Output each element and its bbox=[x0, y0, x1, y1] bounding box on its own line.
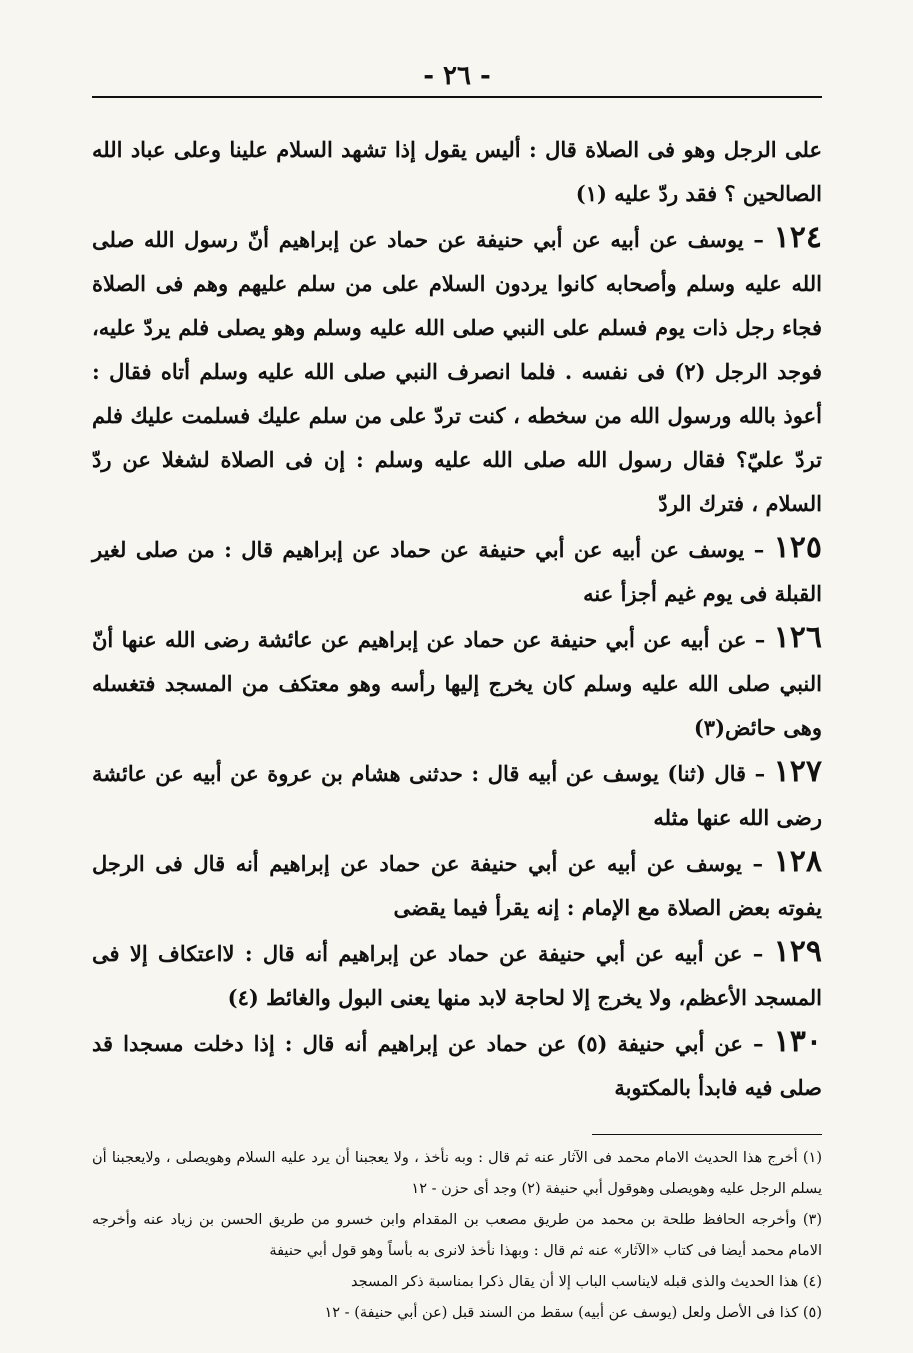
continuation-paragraph: على الرجل وهو فى الصلاة قال : أليس يقول إذا تشهد السلام علينا وعلى عباد الله الصالحين ؟ فقد ردّ عليه (١) bbox=[92, 137, 822, 206]
header-rule bbox=[92, 96, 822, 98]
hadith-125 bbox=[92, 526, 822, 616]
page-number: - ٢٦ - bbox=[423, 61, 491, 91]
hadith-text: – عن أبي حنيفة (٥) عن حماد عن إبراهيم أنه قال : إذا دخلت مسجدا قد صلى فيه فابدأ بالمكتوبة bbox=[92, 1031, 822, 1100]
hadith-number: ١٢٥ bbox=[773, 530, 822, 565]
hadith-number: ١٢٦ bbox=[773, 620, 822, 655]
hadith-text: – يوسف عن أبيه عن أبي حنيفة عن حماد عن إبراهيم أنّ رسول الله صلى الله عليه وسلم وأصحابه كانوا يردون السلام على من سلم عليهم وهم فى الصلاة فجاء رجل ذات يوم فسلم على النبي صلى الله عليه وسلم وهو يصلى فلم يردّ عليه، فوجد الرجل (٢) فى نفسه . فلما انصرف النبي صلى الله عليه وسلم أتاه فقال : أعوذ بالله ورسول الله من سخطه ، كنت تردّ على من سلم عليك فسلمت عليك فلم تردّ عليّ؟ فقال رسول الله صلى الله عليه وسلم : إن فى الصلاة لشغلا عن ردّ السلام ، فترك الردّ bbox=[92, 227, 823, 516]
footnote-1: (١) أخرج هذا الحديث الامام محمد فى الآثار عنه ثم قال : وبه نأخذ ، ولا يعجبنا أن يرد عليه السلام وهويصلى ، ولايعجبنا أن يسلم الرجل عليه وهويصلى وهوقول أبي حنيفة (٢) وجد أى حزن - ١٢ bbox=[92, 1150, 822, 1197]
footnote-rule bbox=[592, 1134, 822, 1135]
footnote-5: (٥) كذا فى الأصل ولعل (يوسف عن أبيه) سقط من السند قبل (عن أبي حنيفة) - ١٢ bbox=[324, 1305, 822, 1321]
hadith-text: – عن أبيه عن أبي حنيفة عن حماد عن إبراهيم أنه قال : لااعتكاف إلا فى المسجد الأعظم، ولا يخرج إلا لحاجة لابد منها يعنى البول والغائط (٤) bbox=[92, 941, 822, 1010]
hadith-text: – قال (ثنا) يوسف عن أبيه قال : حدثنى هشام بن عروة عن أبيه عن عائشة رضى الله عنها مثله bbox=[92, 761, 822, 830]
hadith-128 bbox=[92, 840, 822, 930]
document-page bbox=[92, 60, 822, 1329]
footnotes bbox=[92, 1143, 822, 1329]
hadith-number: ١٢٨ bbox=[773, 844, 822, 879]
main-text bbox=[92, 128, 822, 1110]
hadith-number: ١٣٠ bbox=[773, 1024, 822, 1059]
hadith-text: – يوسف عن أبيه عن أبي حنيفة عن حماد عن إبراهيم أنه قال فى الرجل يفوته بعض الصلاة مع الإمام : إنه يقرأ فيما يقضى bbox=[92, 851, 822, 920]
hadith-number: ١٢٤ bbox=[773, 220, 822, 255]
hadith-124 bbox=[92, 216, 822, 526]
footnote-4: (٤) هذا الحديث والذى قبله لايناسب الباب إلا أن يقال ذكرا بمناسبة ذكر المسجد bbox=[351, 1274, 822, 1290]
hadith-129 bbox=[92, 930, 822, 1020]
hadith-127 bbox=[92, 750, 822, 840]
hadith-number: ١٢٩ bbox=[773, 934, 822, 969]
hadith-130 bbox=[92, 1020, 822, 1110]
footnote-3: (٣) وأخرجه الحافظ طلحة بن محمد من طريق مصعب بن المقدام وابن خسرو من طريق الحسن بن زياد عنه وأخرجه الامام محمد أيضا فى كتاب «الآثار» عنه ثم قال : وبهذا نأخذ لانرى به بأساً وهو قول أبي حنيفة bbox=[92, 1212, 822, 1259]
hadith-number: ١٢٧ bbox=[773, 754, 822, 789]
hadith-126 bbox=[92, 616, 822, 750]
hadith-text: – يوسف عن أبيه عن أبي حنيفة عن حماد عن إبراهيم قال : من صلى لغير القبلة فى يوم غيم أجزأ عنه bbox=[92, 537, 822, 606]
hadith-text: – عن أبيه عن أبي حنيفة عن حماد عن إبراهيم عن عائشة رضى الله عنها أنّ النبي صلى الله عليه وسلم كان يخرج إليها رأسه وهو معتكف من المسجد فتغسله وهى حائض(٣) bbox=[92, 627, 822, 740]
